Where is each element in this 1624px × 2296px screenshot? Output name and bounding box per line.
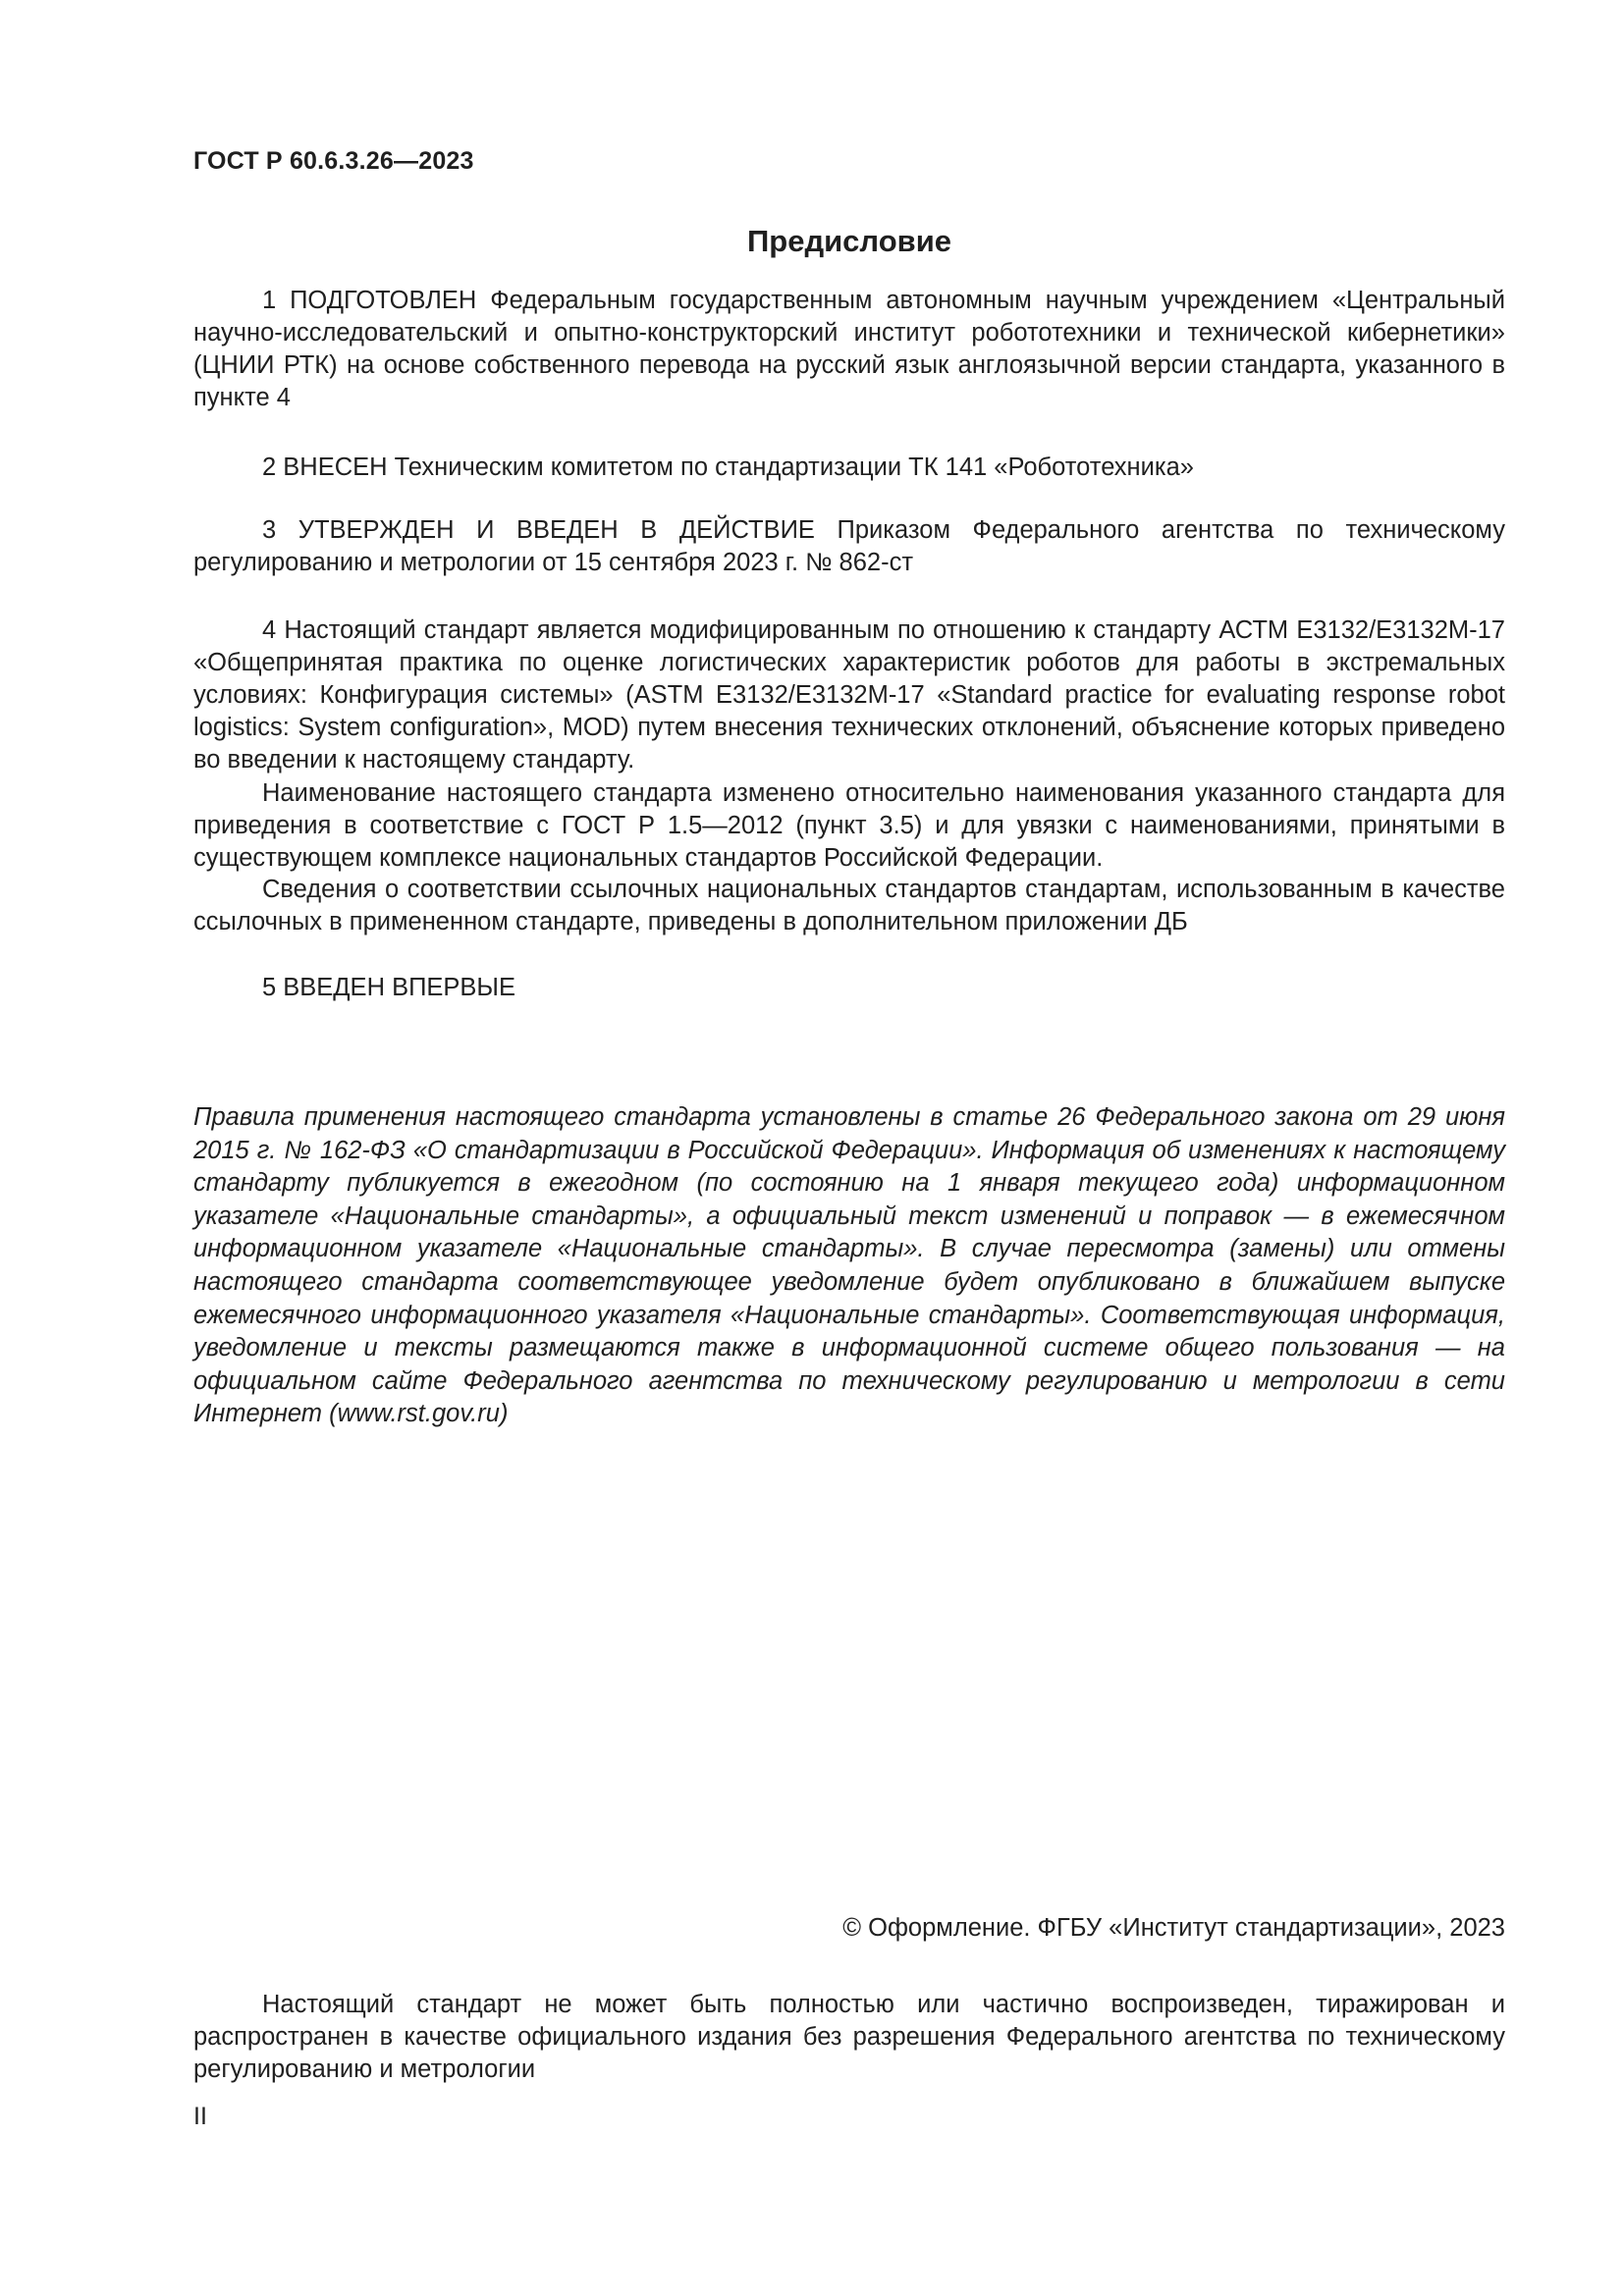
paragraph-prepared-by: 1 ПОДГОТОВЛЕН Федеральным государственным автономным научным учреждением «Центральный научно-исследовательский и опытно-конструкторский институт робототехники и технической кибернетики» (ЦНИИ РТК) на основе собственного перевода на русский язык англоязычной версии стандарта, указанного в пункте 4 <box>193 287 1505 411</box>
document-page <box>193 0 1505 2296</box>
page-title: Предисловие <box>746 224 951 258</box>
paragraph-introduced-by: 2 ВНЕСЕН Техническим комитетом по стандартизации ТК 141 «Робототехника» <box>262 454 1194 481</box>
document-code: ГОСТ Р 60.6.3.26—2023 <box>193 147 474 175</box>
paragraph-references: Сведения о соответствии ссылочных национальных стандартов стандартам, использованным в качестве ссылочных в примененном стандарте, приведены в дополнительном приложении ДБ <box>193 876 1505 935</box>
paragraph-approved: 3 УТВЕРЖДЕН И ВВЕДЕН В ДЕЙСТВИЕ Приказом Федерального агентства по техническому регулированию и метрологии от 15 сентября 2023 г. № 862-ст <box>193 516 1505 576</box>
reproduction-notice: Настоящий стандарт не может быть полностью или частично воспроизведен, тиражирован и распространен в качестве официального издания без разрешения Федерального агентства по техническому регулированию и метрологии <box>193 1991 1505 2083</box>
paragraph-modification: 4 Настоящий стандарт является модифицированным по отношению к стандарту АСТМ Е3132/Е3132М-17 «Общепринятая практика по оценке логистических характеристик роботов для работы в экстремальных условиях: Конфигурация системы» (ASTM E3132/E3132M-17 «Standard practice for evaluating response robot logistics: System configuration», MOD) путем внесения технических отклонений, объяснение которых приведено во введении к настоящему стандарту. <box>193 616 1505 774</box>
copyright-notice: © Оформление. ФГБУ «Институт стандартизации», 2023 <box>842 1914 1505 1942</box>
page-number: II <box>193 2103 207 2130</box>
rules-note: Правила применения настоящего стандарта установлены в статье 26 Федерального закона от 29 июня 2015 г. № 162-ФЗ «О стандартизации в Российской Федерации». Информация об изменениях к настоящему стандарту публикуется в ежегодном (по состоянию на 1 января текущего года) информационном указателе «Национальные стандарты», а официальный текст изменений и поправок — в ежемесячном информационном указателе «Национальные стандарты». В случае пересмотра (замены) или отмены настоящего стандарта соответствующее уведомление будет опубликовано в ближайшем выпуске ежемесячного информационного указателя «Национальные стандарты». Соответствующая информация, уведомление и тексты размещаются также в информационной системе общего пользования — на официальном сайте Федерального агентства по техническому регулированию и метрологии в сети Интернет (www.rst.gov.ru) <box>193 1103 1505 1428</box>
paragraph-title-change: Наименование настоящего стандарта изменено относительно наименования указанного стандарта для приведения в соответствие с ГОСТ Р 1.5—2012 (пункт 3.5) и для увязки с наименованиями, принятыми в существующем комплексе национальных стандартов Российской Федерации. <box>193 779 1505 872</box>
paragraph-first-introduced: 5 ВВЕДЕН ВПЕРВЫЕ <box>262 974 516 1001</box>
